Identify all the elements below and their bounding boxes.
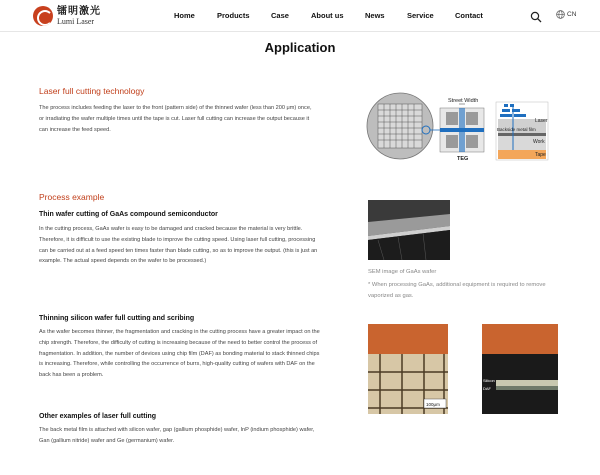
tape-label: Tape [535,152,546,158]
silicon-scribing-photo [368,324,448,414]
logo-mark-icon [33,6,53,26]
nav-service[interactable]: Service [407,11,434,20]
gaas-note: * When processing GaAs, additional equipment is required to remove vaporized as gas. [368,282,546,299]
teg-label: TEG [457,156,469,162]
logo-en-text: Lumi Laser [57,16,95,26]
nav-home[interactable]: Home [174,11,195,20]
silicon-body: As the wafer becomes thinner, the fragmentation and cracking in the cutting process have a greater impact on the chip strength. Therefore, the difficulty of cutting is increasing because of the need to better control the process of fragmentation. In addition, the number of devices using chip film (DAF) as bonding material to stack thinned chips is increasing. Therefore, while controlling the occurrence of burrs, high-quality cutting of wafers with DAF on the back has been a problem. [39,329,320,379]
gaas-title: Thin wafer cutting of GaAs compound semiconductor [39,211,218,218]
nav-about-us[interactable]: About us [311,11,344,20]
logo[interactable] [33,6,101,26]
page-title: Application [264,40,336,55]
gaas-caption: SEM image of GaAs wafer [368,269,437,275]
nav-products[interactable]: Products [217,11,250,20]
full-cutting-body: The process includes feeding the laser to the front (pattern side) of the thinned wafer (less than 200 μm) once, or irradiating the wafer multiple times until the tape is cut. Laser full cutting can increase the output because it can increase the feed speed. [39,105,312,133]
section-title-process-example: Process example [39,192,105,202]
site-header [0,0,600,32]
nav-case[interactable]: Case [271,11,289,20]
daf-cross-section-photo [482,324,558,414]
silicon-label: Silicon [483,378,495,383]
full-cutting-diagram [366,92,566,164]
globe-icon [556,10,565,19]
gaas-sem-image [368,200,450,260]
language-switch[interactable] [556,10,576,19]
search-icon[interactable] [530,10,542,22]
language-label: CN [567,11,577,18]
section-title-full-cutting: Laser full cutting technology [39,86,145,96]
silicon-title: Thinning silicon wafer full cutting and scribing [39,315,195,322]
other-examples-title: Other examples of laser full cutting [39,413,157,420]
nav-news[interactable]: News [365,11,385,20]
daf-label: DAF [483,386,491,391]
nav-contact[interactable]: Contact [455,11,483,20]
backside-metal-label: Backside metal film [497,127,536,132]
logo-cn-text: 镭明激光 [57,5,101,17]
other-examples-body: The back metal film is attached with silicon wafer, gap (gallium phosphide) wafer, InP (indium phosphide) wafer, Gan (gallium nitride) wafer and Ge (germanium) wafer. [39,427,315,444]
street-width-label: Street Width [448,98,479,104]
laser-label: Laser [535,118,548,124]
scale-bar-label: 100μm [426,402,440,407]
work-label: Work [533,139,545,145]
gaas-body: In the cutting process, GaAs wafer is easy to be damaged and cracked because the material is very brittle. Therefore, it is difficult to use the existing blade to improve the cutting speed. Using laser full cutting, processing can be carried out at a feed speed ten times faster than blade cutting, so as to improve the output. (this is just an example. The actual speed depends on the wafer to be processed.) [39,226,318,265]
